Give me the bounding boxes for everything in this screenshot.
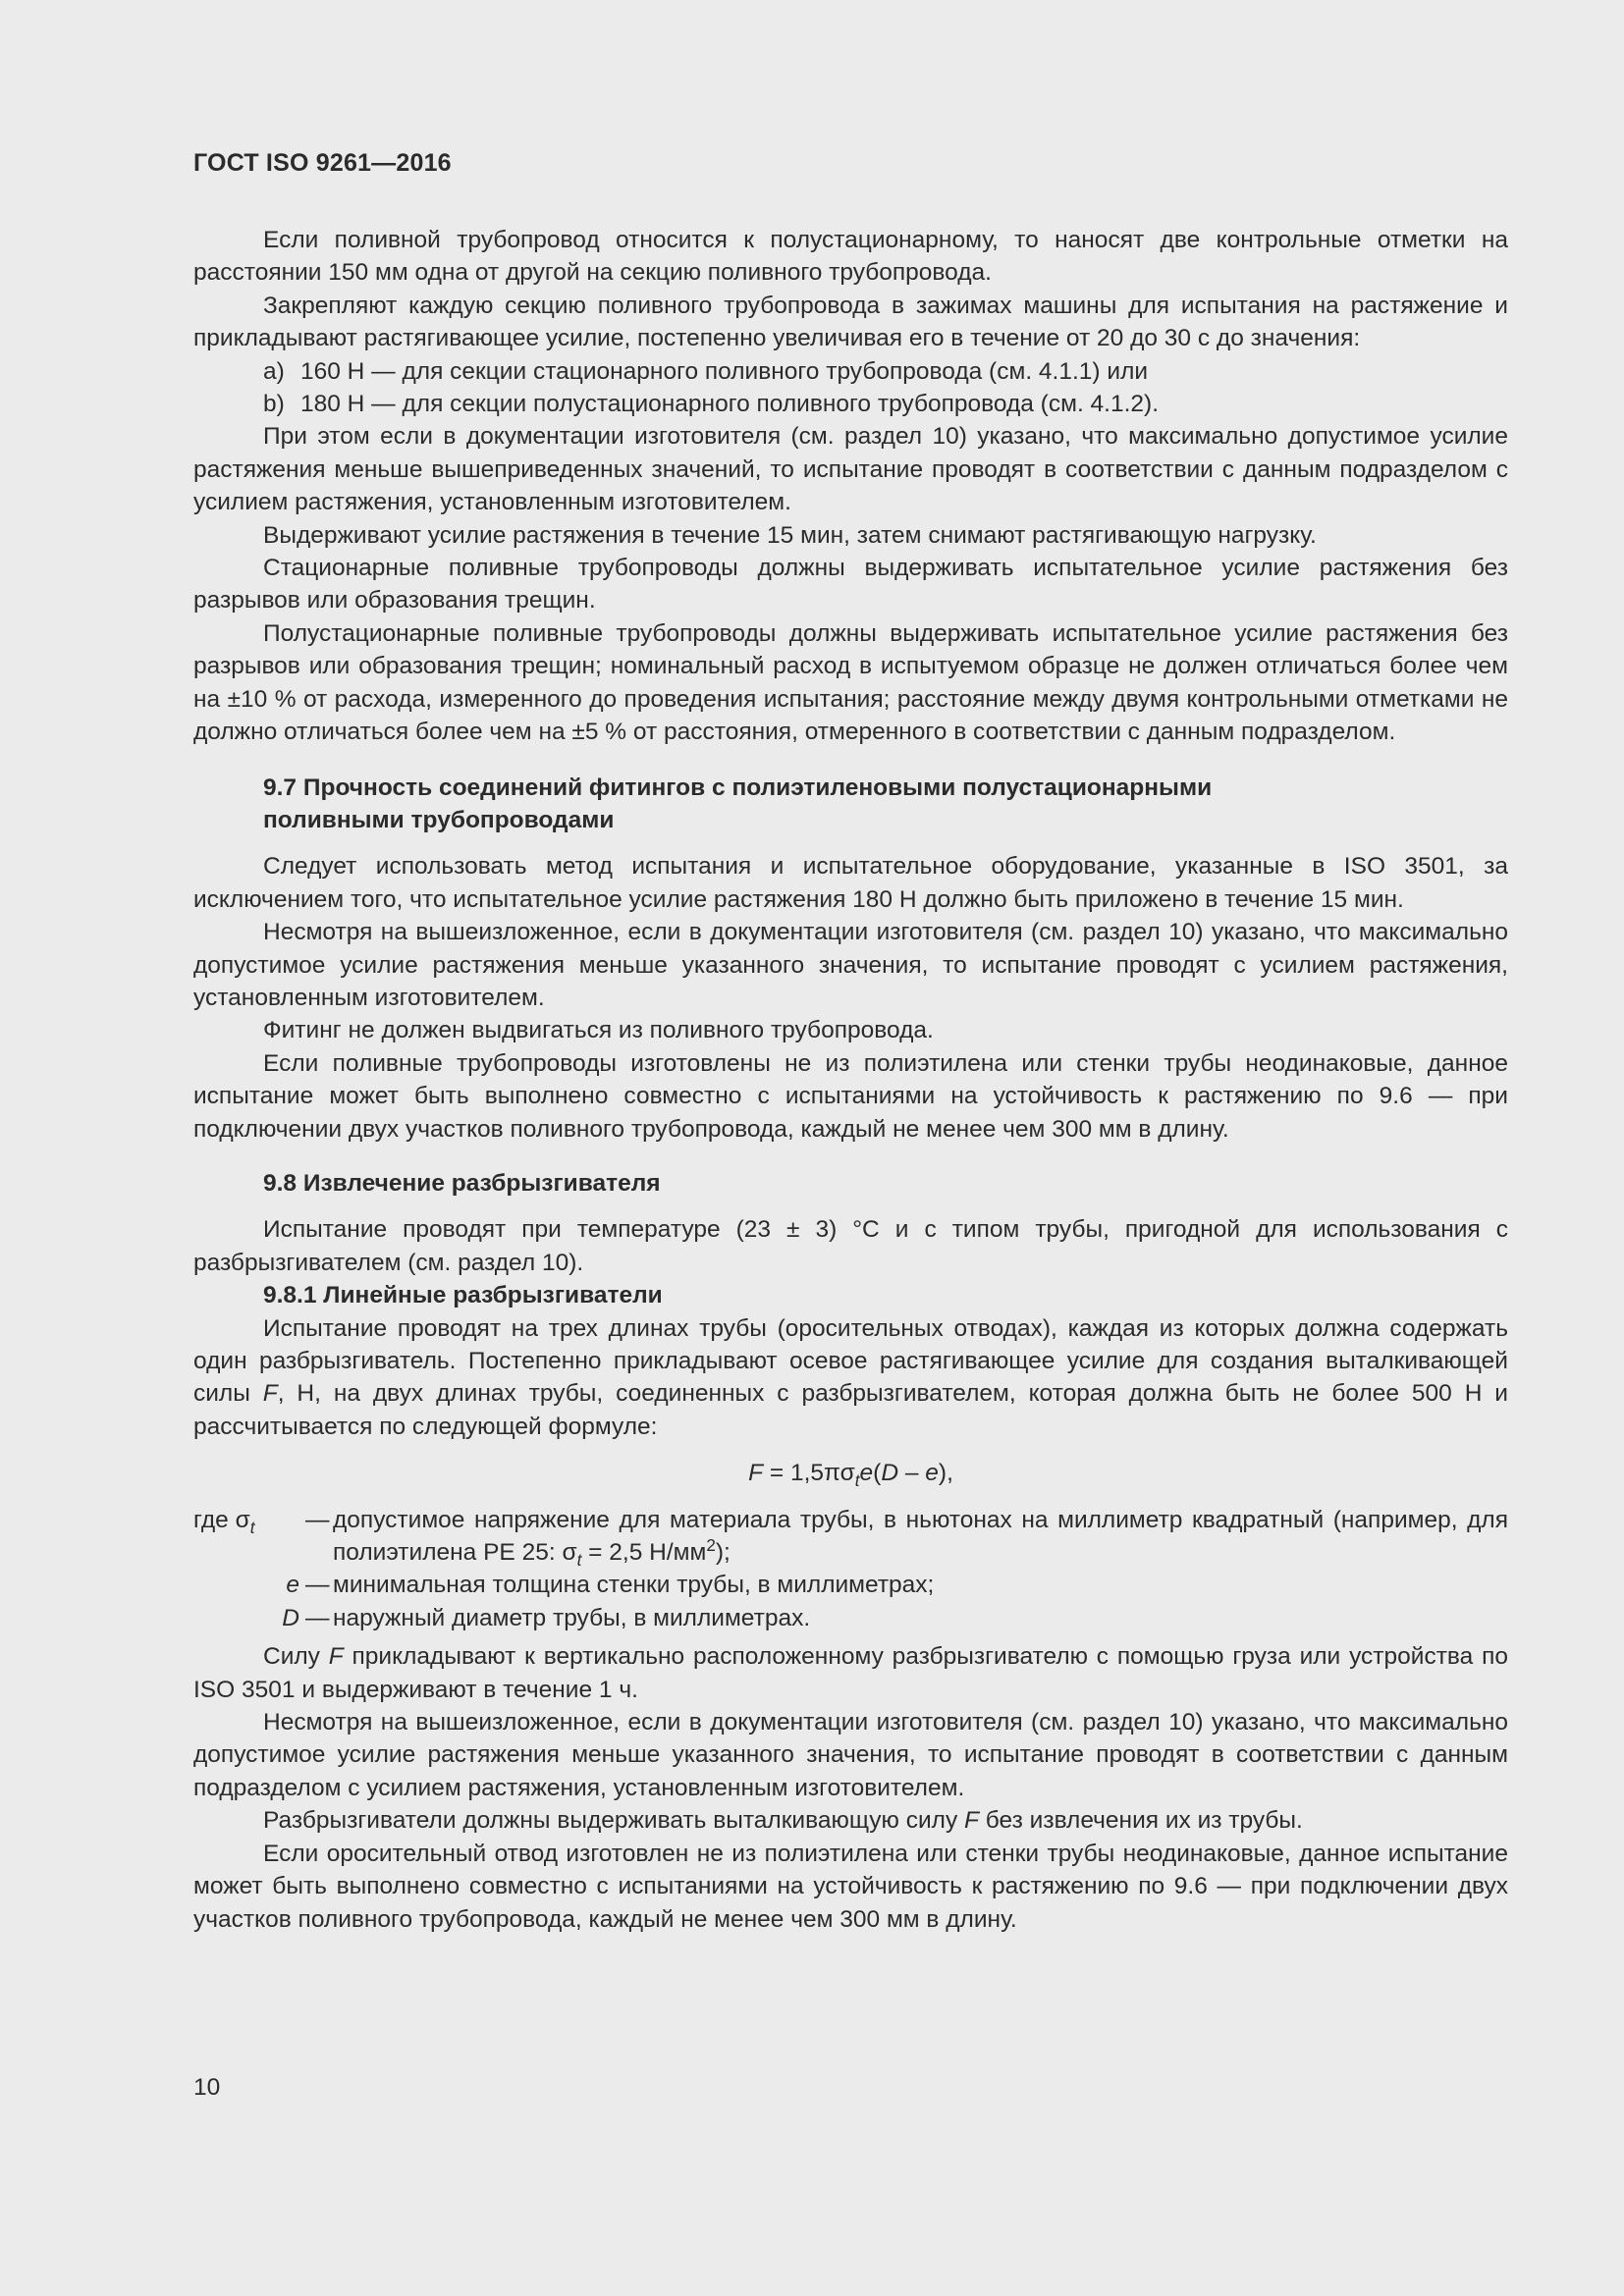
paragraph: При этом если в документации изготовителя (см. раздел 10) указано, что максимально допустимое усилие растяжения меньше вышеприведенных значений, то испытание проводят в соответствии с данным подразделом с усилием растяжения, установленным изготовителем.: [193, 423, 1508, 516]
paragraph: Если поливные трубопроводы изготовлены не из полиэтилена или стенки трубы неодинаковые, данное испытание может быть выполнено совместно с испытаниями на устойчивость к растяжению по 9.6 — при подключении двух участков поливного трубопровода, каждый не менее чем 300 мм в длину.: [193, 1049, 1508, 1143]
document-header: ГОСТ ISO 9261—2016: [193, 149, 452, 177]
paragraph: Несмотря на вышеизложенное, если в документации изготовителя (см. раздел 10) указано, что максимально допустимое усилие растяжения меньше указанного значения, то испытание проводят в соответствии с данным подразделом с усилием растяжения, установленным изготовителем.: [193, 1709, 1508, 1801]
list-item-b: [193, 388, 1508, 420]
paragraph: Полустационарные поливные трубопроводы должны выдерживать испытательное усилие растяжения без разрывов или образования трещин; номинальный расход в испытуемом образце не должен отличаться более чем на ±10 % от расхода, измеренного до проведения испытания; расстояние между двумя контрольными отметками не должно отличаться более чем на ±5 % от расстояния, отмеренного в соответствии с данным подразделом.: [193, 619, 1508, 746]
where-item: [193, 1504, 1508, 1570]
where-description: наружный диаметр трубы, в миллиметрах.: [333, 1604, 811, 1631]
paragraph: Силу F прикладывают к вертикально расположенному разбрызгивателю с помощью груза или устройства по ISO 3501 и выдерживают в течение 1 ч.: [193, 1643, 1508, 1703]
paragraph: Если оросительный отвод изготовлен не из полиэтилена или стенки трубы неодинаковые, данное испытание может быть выполнено совместно с испытаниями на устойчивость к растяжению по 9.6 — при подключении двух участков поливного трубопровода, каждый не менее чем 300 мм в длину.: [193, 1840, 1508, 1933]
section-heading-9-7: [193, 772, 1508, 837]
paragraph: Несмотря на вышеизложенное, если в документации изготовителя (см. раздел 10) указано, что максимально допустимое усилие растяжения меньше указанного значения, то испытание проводят с усилием растяжения, установленным изготовителем.: [193, 919, 1508, 1011]
formula: $F = 1,5\pi\sigma_te(D - e)$,: [748, 1460, 953, 1491]
paragraph: Испытание проводят при температуре (23 ± 3) °С и с типом трубы, пригодной для использования с разбрызгивателем (см. раздел 10).: [193, 1216, 1508, 1276]
section-heading-9-8: 9.8 Извлечение разбрызгивателя: [263, 1169, 661, 1197]
where-dash: —: [305, 1506, 330, 1533]
where-item: [193, 1602, 1508, 1634]
where-symbol: D: [282, 1604, 299, 1631]
where-symbol: где $\sigma_t$: [193, 1506, 255, 1537]
heading-line: 9.7 Прочность соединений фитингов с полиэтиленовыми полустационарными: [263, 774, 1213, 801]
where-description: допустимое напряжение для материала трубы, в ньютонах на миллиметр квадратный (например, для полиэтилена PE 25: $\sigma_t = 2,5$ $Н/мм^2$);: [333, 1506, 1508, 1571]
where-dash: —: [305, 1572, 330, 1599]
list-item-a: [193, 355, 1508, 388]
paragraph: Следует использовать метод испытания и испытательное оборудование, указанные в ISO 3501, за исключением того, что испытательное усилие растяжения 180 Н должно быть приложено в течение 15 мин.: [193, 853, 1508, 913]
paragraph: Фитинг не должен выдвигаться из поливного трубопровода.: [263, 1017, 934, 1044]
paragraph: Если поливной трубопровод относится к полустационарному, то наносят две контрольные отметки на расстоянии 150 мм одна от другой на секцию поливного трубопровода.: [193, 227, 1508, 287]
where-dash: —: [305, 1604, 330, 1631]
paragraph: Закрепляют каждую секцию поливного трубопровода в зажимах машины для испытания на растяжение и прикладывают растягивающее усилие, постепенно увеличивая его в течение от 20 до 30 с до значения:: [193, 292, 1508, 352]
where-item: [193, 1569, 1508, 1601]
list-label: a): [263, 357, 285, 385]
list-text: 180 Н — для секции полустационарного поливного трубопровода (см. 4.1.2).: [300, 391, 1160, 418]
subsection-heading-9-8-1: 9.8.1 Линейные разбрызгиватели: [263, 1282, 663, 1309]
list-text: 160 Н — для секции стационарного поливного трубопровода (см. 4.1.1) или: [300, 357, 1149, 385]
paragraph: Стационарные поливные трубопроводы должны выдерживать испытательное усилие растяжения без разрывов или образования трещин.: [193, 555, 1508, 614]
heading-line: поливными трубопроводами: [263, 806, 615, 833]
paragraph: Выдерживают усилие растяжения в течение 15 мин, затем снимают растягивающую нагрузку.: [263, 521, 1317, 549]
document-body: [193, 224, 1508, 1936]
paragraph: Разбрызгиватели должны выдерживать выталкивающую силу F без извлечения их из трубы.: [263, 1807, 1303, 1835]
where-symbol: e: [286, 1572, 299, 1599]
list-label: b): [263, 391, 285, 418]
where-description: минимальная толщина стенки трубы, в миллиметрах;: [333, 1572, 935, 1599]
page-number: 10: [193, 2074, 221, 2101]
paragraph: Испытание проводят на трех длинах трубы (оросительных отводах), каждая из которых должна содержать один разбрызгиватель. Постепенно прикладывают осевое растягивающее усилие для создания выталкивающей силы F, Н, на двух длинах трубы, соединенных с разбрызгивателем, которая должна быть не более 500 Н и рассчитывается по следующей формуле:: [193, 1314, 1508, 1440]
